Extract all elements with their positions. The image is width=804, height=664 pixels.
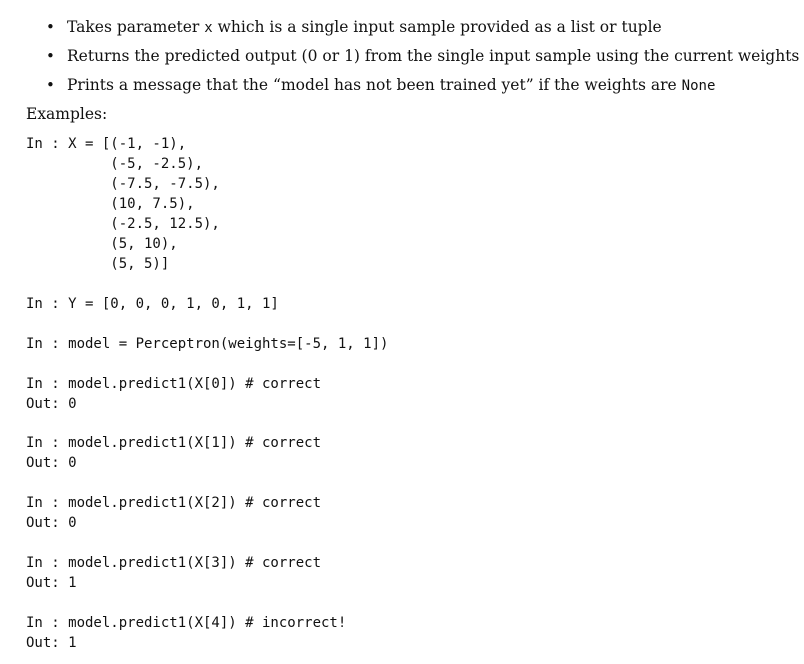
code-line: In : model.predict1(X[2]) # correct	[26, 495, 322, 511]
code-line: In : model.predict1(X[1]) # correct	[26, 435, 322, 451]
code-line: (5, 5)]	[26, 256, 170, 272]
inline-code: None	[681, 78, 716, 94]
bullet-list	[46, 16, 800, 103]
code-output: Out: 0	[26, 515, 77, 531]
code-line: (-5, -2.5),	[26, 156, 204, 172]
bullet-text	[67, 74, 715, 97]
bullet-dot-icon: •	[46, 47, 55, 65]
bullet-item	[46, 16, 796, 45]
bullet-text	[67, 16, 662, 39]
bullet-dot-icon: •	[46, 76, 55, 94]
bullet-text-post: which is a single input sample provided as a list or tuple	[212, 18, 662, 36]
bullet-dot-icon: •	[46, 18, 55, 36]
code-output: Out: 1	[26, 635, 77, 651]
inline-code: x	[204, 20, 213, 36]
code-line: In : Y = [0, 0, 0, 1, 0, 1, 1]	[26, 296, 279, 312]
code-line: In : model = Perceptron(weights=[-5, 1, 1])	[26, 336, 389, 352]
code-line: In : model.predict1(X[3]) # correct	[26, 555, 322, 571]
code-line: In : model.predict1(X[4]) # incorrect!	[26, 615, 347, 631]
code-output: Out: 0	[26, 396, 77, 412]
bullet-text-pre: Returns the predicted output (0 or 1) from the single input sample using the current weights	[67, 47, 800, 65]
code-line: (5, 10),	[26, 236, 178, 252]
code-line: (10, 7.5),	[26, 196, 195, 212]
bullet-text	[67, 45, 799, 68]
bullet-item	[46, 74, 796, 103]
bullet-text-pre: Takes parameter	[67, 18, 205, 36]
bullet-text-pre: Prints a message that the “model has not been trained yet” if the weights are	[67, 76, 682, 94]
code-output: Out: 0	[26, 455, 77, 471]
code-line: (-7.5, -7.5),	[26, 176, 220, 192]
code-line: In : model.predict1(X[0]) # correct	[26, 376, 322, 392]
bullet-item	[46, 45, 800, 74]
code-line: (-2.5, 12.5),	[26, 216, 220, 232]
examples-heading: Examples:	[26, 105, 108, 123]
code-output: Out: 1	[26, 575, 77, 591]
code-line: In : X = [(-1, -1),	[26, 136, 187, 152]
